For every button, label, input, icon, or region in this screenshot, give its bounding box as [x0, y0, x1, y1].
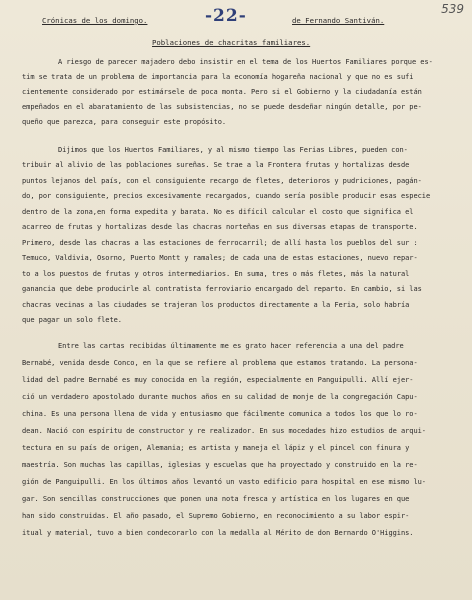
- text-line: gión de Panguipulli. En los últimos años levantó un vasto edificio para hospital en ese mismo lu-: [22, 478, 426, 486]
- text-line: chacras vecinas a las ciudades se trajeran los productos directamente a la Feria, solo habría: [22, 301, 410, 309]
- handwritten-page-number: -22-: [205, 6, 247, 26]
- text-line: Entre las cartas recibidas últimamente me es grato hacer referencia a una del padre: [58, 342, 404, 350]
- folio-number: 539: [441, 2, 464, 16]
- text-line: itual y material, tuvo a bien condecorarlo con la medalla al Mérito de don Bernardo O'Higgins.: [22, 529, 414, 537]
- text-line: A riesgo de parecer majadero debo insistir en el tema de los Huertos Familiares porque es-: [58, 58, 433, 66]
- text-line: ció un verdadero apostolado durante muchos años en su calidad de monje de la congregación Capu-: [22, 393, 418, 401]
- text-line: tribuir al alivio de las poblaciones sureñas. Se trae a la Frontera frutas y hortalizas desde: [22, 161, 410, 169]
- text-line: acarreo de frutas y hortalizas desde las chacras norteñas en sus diversas etapas de transporte.: [22, 223, 418, 231]
- text-line: cientemente considerado por estimársele de poca monta. Pero si el Gobierno y la ciudadanía están: [22, 88, 422, 96]
- text-line: gar. Son sencillas construcciones que ponen una nota fresca y artística en los lugares en que: [22, 495, 410, 503]
- article-title: Poblaciones de chacritas familiares.: [152, 38, 311, 47]
- text-line: lidad del padre Bernabé es muy conocida en la región, especialmente en Panguipulli. Allí ejer-: [22, 376, 414, 384]
- header-author: de Fernando Santiván.: [292, 16, 385, 25]
- text-line: ganancia que debe producirle al contratista ferroviario encargado del reparto. En cambio, si las: [22, 285, 422, 293]
- text-line: do, por consiguiente, precios excesivamente recargados, cuando sería posible producir esas especie: [22, 192, 431, 200]
- text-line: puntos lejanos del país, con el consiguiente recargo de fletes, deterioros y pudriciones, pagán-: [22, 177, 422, 185]
- text-line: dentro de la zona,en forma expedita y barata. No es difícil calcular el costo que significa el: [22, 208, 414, 216]
- text-line: to a los puestos de frutas y otros intermediarios. En suma, tres o más fletes, más la natural: [22, 270, 410, 278]
- text-line: tectura en su país de origen, Alemania; es artista y maneja el lápiz y el pincel con finura y: [22, 444, 410, 452]
- text-line: maestría. Son muchas las capillas, iglesias y escuelas que ha proyectado y construido en la re-: [22, 461, 418, 469]
- text-line: Temuco, Valdivia, Osorno, Puerto Montt y ramales; de cada una de estas estaciones, nuevo repar-: [22, 254, 418, 262]
- text-line: dean. Nació con espíritu de constructor y re realizador. En sus mocedades hizo estudios de arqui-: [22, 427, 426, 435]
- text-line: han sido construidas. El año pasado, el Supremo Gobierno, en reconocimiento a su labor espir-: [22, 512, 410, 520]
- text-line: empeñados en el abaratamiento de las subsistencias, no se puede desdeñar ningún detalle, por pe-: [22, 103, 422, 111]
- header-series-title: Crónicas de los domingo.: [42, 16, 148, 25]
- text-line: tim se trata de un problema de importancia para la economía hogareña nacional y que no es sufi: [22, 73, 414, 81]
- text-line: Dijimos que los Huertos Familiares, y al mismo tiempo las Ferias Libres, pueden con-: [58, 146, 408, 154]
- text-line: Bernabé, venida desde Conco, en la que se refiere al problema que estamos tratando. La persona-: [22, 359, 418, 367]
- text-line: china. Es una persona llena de vida y entusiasmo que fácilmente comunica a todos los que lo ro-: [22, 410, 418, 418]
- text-line: Primero, desde las chacras a las estaciones de ferrocarril; de allí hasta los pueblos del sur :: [22, 239, 418, 247]
- text-line: que pagar un solo flete.: [22, 316, 122, 324]
- text-line: queño que parezca, para conseguir este propósito.: [22, 118, 227, 126]
